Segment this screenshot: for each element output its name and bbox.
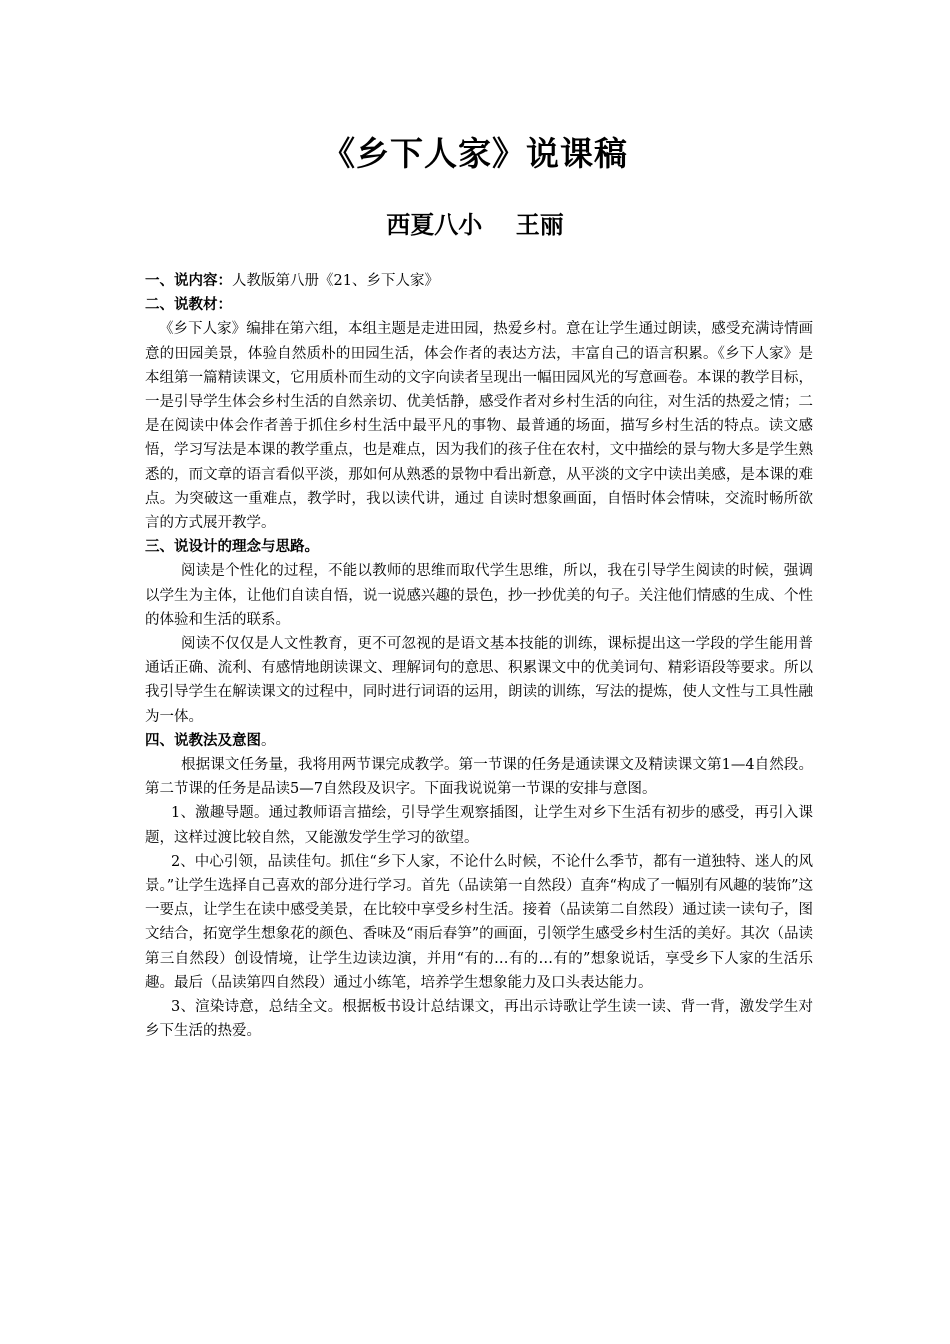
section2-paragraph: 《乡下人家》编排在第六组，本组主题是走进田园，热爱乡村。意在让学生通过朗读，感受充满诗情画意的田园美景，体验自然质朴的田园生活，体会作者的表达方法，丰富自己的语言积累。《乡下人家》是本组第一篇精读课文，它用质朴而生动的文字向读者呈现出一幅田园风光的写意画卷。本课的教学目标，一是引导学生体会乡村生活的自然亲切、优美恬静，感受作者对乡村生活的向往，对生活的热爱之情；二是在阅读中体会作者善于抓住乡村生活中最平凡的事物、最普通的场面，描写乡村生活的特点。读文感悟，学习写法是本课的教学重点，也是难点，因为我们的孩子住在农村，文中描绘的景与物大多是学生熟悉的，而文章的语言看似平淡，那如何从熟悉的景物中看出新意，从平淡的文字中读出美感，是本课的难点。为突破这一重难点，教学时，我以读代讲，通过 自读时想象画面，自悟时体会情味，交流时畅所欲言的方式展开教学。 [145, 321, 813, 532]
document-author: 西夏八小 王丽 [386, 211, 564, 239]
section2-heading-line [145, 293, 813, 317]
document-title: 《乡下人家》说课稿 [322, 134, 628, 173]
section4-item-1: 1、激趣导题。通过教师语言描绘，引导学生观察插图，让学生对乡下生活有初步的感受，再引入课题，这样过渡比较自然，又能激发学生学习的欲望。 [145, 805, 813, 846]
section4-paragraph-1: 根据课文任务量，我将用两节课完成教学。第一节课的任务是通读课文及精读课文第1—4自然段。第二节课的任务是品读5—7自然段及识字。下面我说说第一节课的安排与意图。 [145, 757, 813, 798]
section4-heading: 四、说教法及意图 [145, 732, 261, 749]
section4-heading-line [145, 729, 813, 753]
section1-line [145, 269, 813, 293]
section3-heading: 三、说设计的理念与思路。 [145, 539, 319, 556]
document-body [145, 269, 813, 1044]
section4-heading-tail: 。 [261, 732, 276, 749]
section1-text: 人教版第八册《21、乡下人家》 [232, 273, 439, 289]
section3-paragraph-2: 阅读不仅仅是人文性教育，更不可忽视的是语文基本技能的训练，课标提出这一学段的学生能用普通话正确、流利、有感情地朗读课文、理解词句的意思、积累课文中的优美词句、精彩语段等要求。所以我引导学生在解读课文的过程中，同时进行词语的运用，朗读的训练，写法的提炼，使人文性与工具性融为一体。 [145, 636, 813, 725]
section4-item-2: 2、中心引领，品读佳句。抓住“乡下人家，不论什么时候，不论什么季节，都有一道独特、迷人的风景。”让学生选择自己喜欢的部分进行学习。首先（品读第一自然段）直奔“构成了一幅别有风趣的装饰”这一要点，让学生在读中感受美景，在比较中享受乡村生活。接着（品读第二自然段）通过读一读句子，图文结合，拓宽学生想象花的颜色、香味及“雨后春笋”的画面，引领学生感受乡村生活的美好。其次（品读第三自然段）创设情境，让学生边读边演，并用“有的…有的…有的”想象说话，享受乡下人家的生活乐趣。最后（品读第四自然段）通过小练笔，培养学生想象能力及口头表达能力。 [145, 853, 813, 991]
section4-item-3: 3、渲染诗意，总结全文。根据板书设计总结课文，再出示诗歌让学生读一读、背一背，激发学生对乡下生活的热爱。 [145, 999, 813, 1040]
section3-heading-line [145, 535, 813, 559]
section1-heading: 一、说内容： [145, 273, 232, 289]
section3-paragraph-1: 阅读是个性化的过程，不能以教师的思维而取代学生思维，所以，我在引导学生阅读的时候，强调以学生为主体，让他们自读自悟，说一说感兴趣的景色，抄一抄优美的句子。关注他们情感的生成、个性的体验和生活的联系。 [145, 563, 813, 628]
section2-heading: 二、说教材： [145, 297, 232, 314]
